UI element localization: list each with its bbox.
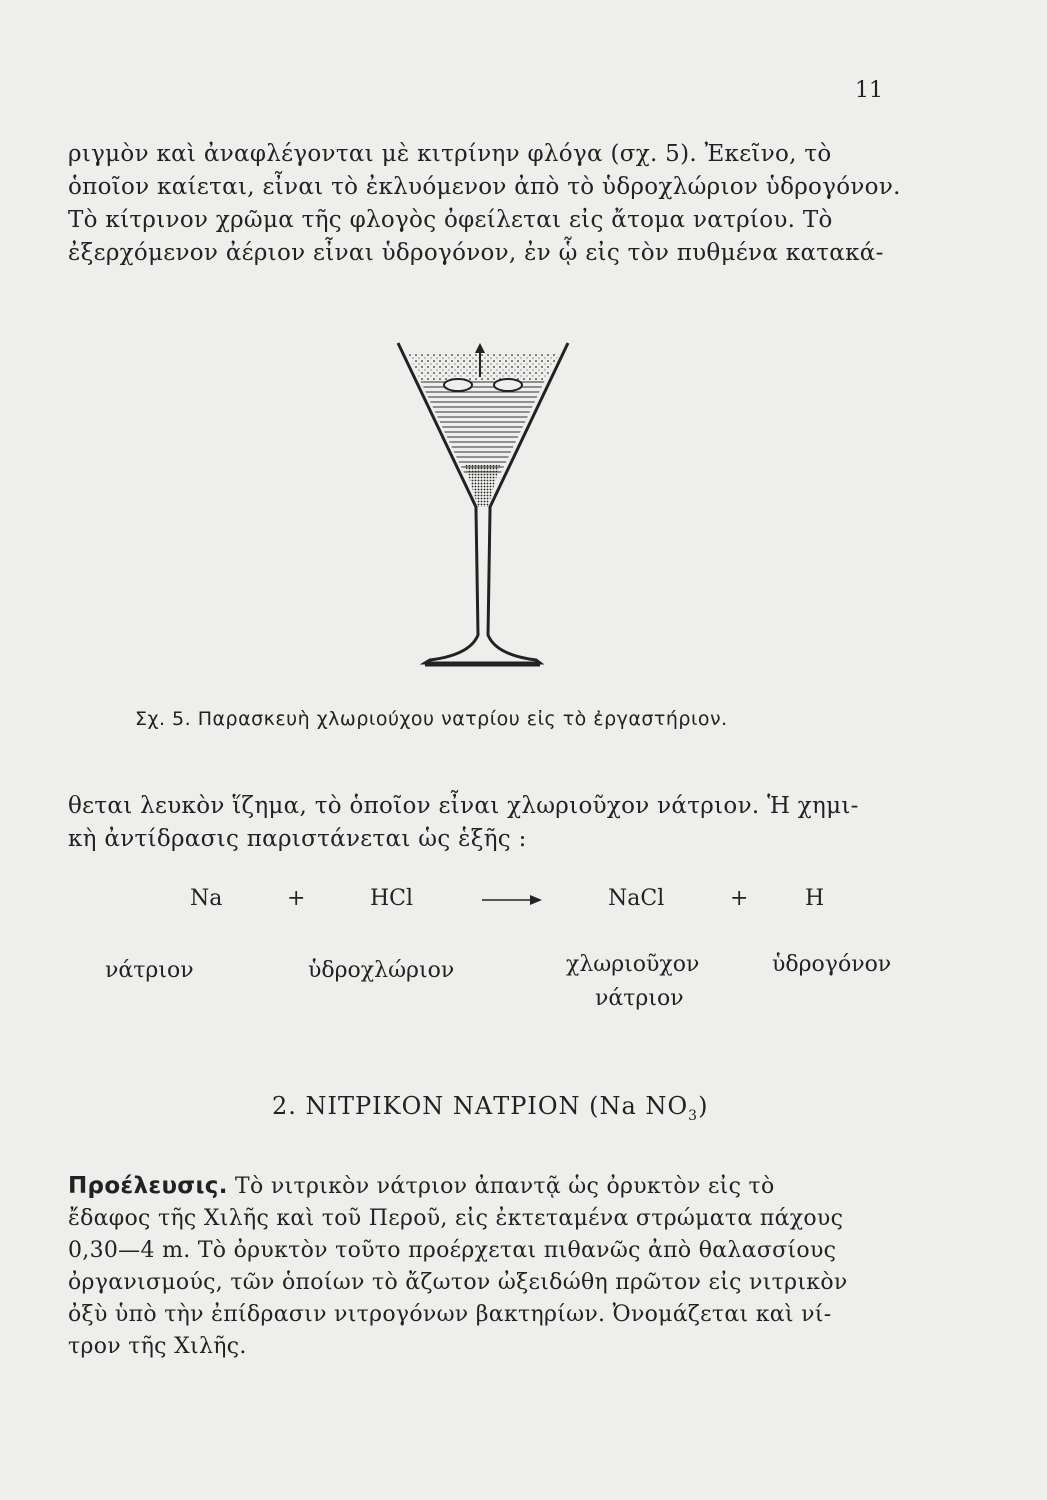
text-line: ἐξερχόμενον ἀέριον εἶναι ὑδρογόνον, ἐν ᾧ εἰς τὸν πυθμένα κατακά- <box>68 240 884 266</box>
figure-caption: Σχ. 5. Παρασκευὴ χλωριούχου νατρίου εἰς τὸ ἐργαστήριον. <box>135 708 728 730</box>
paragraph-2 <box>68 790 898 856</box>
label-hydrogen: ὑδρογόνον <box>772 952 892 977</box>
paragraph-1 <box>68 138 901 270</box>
glass-stem <box>425 510 540 663</box>
label-chloride: χλωριοῦχον <box>566 952 700 977</box>
text-line: θεται λευκὸν ἵζημα, τὸ ὁποῖον εἶναι χλωριοῦχον νάτριον. Ἡ χημι- <box>68 793 859 819</box>
section-title <box>272 1092 708 1124</box>
lead-heading: Προέλευσις. <box>68 1173 228 1199</box>
plus-sign: + <box>730 886 749 911</box>
text-line: κὴ ἀντίδρασις παριστάνεται ὡς ἑξῆς : <box>68 826 527 852</box>
goblet-figure <box>390 335 575 670</box>
section-title-sub: 3 <box>688 1107 699 1124</box>
paragraph-3 <box>68 1170 898 1363</box>
reaction-arrow-icon <box>482 892 542 908</box>
text-line: ὀργανισμούς, τῶν ὁποίων τὸ ἄζωτον ὠξειδώθη πρῶτον εἰς νιτρικὸν <box>68 1270 848 1295</box>
plus-sign: + <box>287 886 306 911</box>
lead-rest: Τὸ νιτρικὸν νάτριον ἀπαντᾷ ὡς ὀρυκτὸν εἰς τὸ <box>227 1174 775 1199</box>
precipitate-region <box>465 465 500 507</box>
text-line: ἔδαφος τῆς Χιλῆς καὶ τοῦ Περοῦ, εἰς ἐκτεταμένα στρώματα πάχους <box>68 1206 844 1231</box>
text-line: ὀξὺ ὑπὸ τὴν ἐπίδρασιν νιτρογόνων βακτηρίων. Ὀνομάζεται καὶ νί- <box>68 1302 832 1327</box>
label-sodium: νάτριον <box>105 958 194 983</box>
section-title-main: 2. ΝΙΤΡΙΚΟΝ ΝΑΤΡΙΟΝ (Na NO <box>272 1092 689 1120</box>
text-line: τρον τῆς Χιλῆς. <box>68 1334 247 1359</box>
label-chloride-2: νάτριον <box>595 986 684 1011</box>
reactant-na: Na <box>190 886 223 911</box>
section-title-end: ) <box>698 1092 709 1120</box>
reactant-hcl: HCl <box>370 886 414 911</box>
page-number: 11 <box>855 78 883 103</box>
gas-arrow-head <box>475 343 485 353</box>
product-h: H <box>805 886 825 911</box>
text-line: 0,30—4 m. Τὸ ὀρυκτὸν τοῦτο προέρχεται πιθανῶς ἀπὸ θαλασσίους <box>68 1238 837 1263</box>
label-hydrochloric: ὑδροχλώριον <box>308 958 455 983</box>
gas-region <box>408 353 560 380</box>
text-line: Τὸ κίτρινον χρῶμα τῆς φλογὸς ὀφείλεται εἰς ἄτομα νατρίου. Τὸ <box>68 207 833 233</box>
product-nacl: NaCl <box>608 886 665 911</box>
text-line: ριγμὸν καὶ ἀναφλέγονται μὲ κιτρίνην φλόγα (σχ. 5). Ἐκεῖνο, τὸ <box>68 141 832 167</box>
text-line: ὁποῖον καίεται, εἶναι τὸ ἐκλυόμενον ἀπὸ τὸ ὑδροχλώριον ὑδρογόνον. <box>68 174 901 200</box>
text-line <box>68 1170 898 1203</box>
sodium-piece <box>494 379 522 391</box>
sodium-piece <box>444 379 472 391</box>
